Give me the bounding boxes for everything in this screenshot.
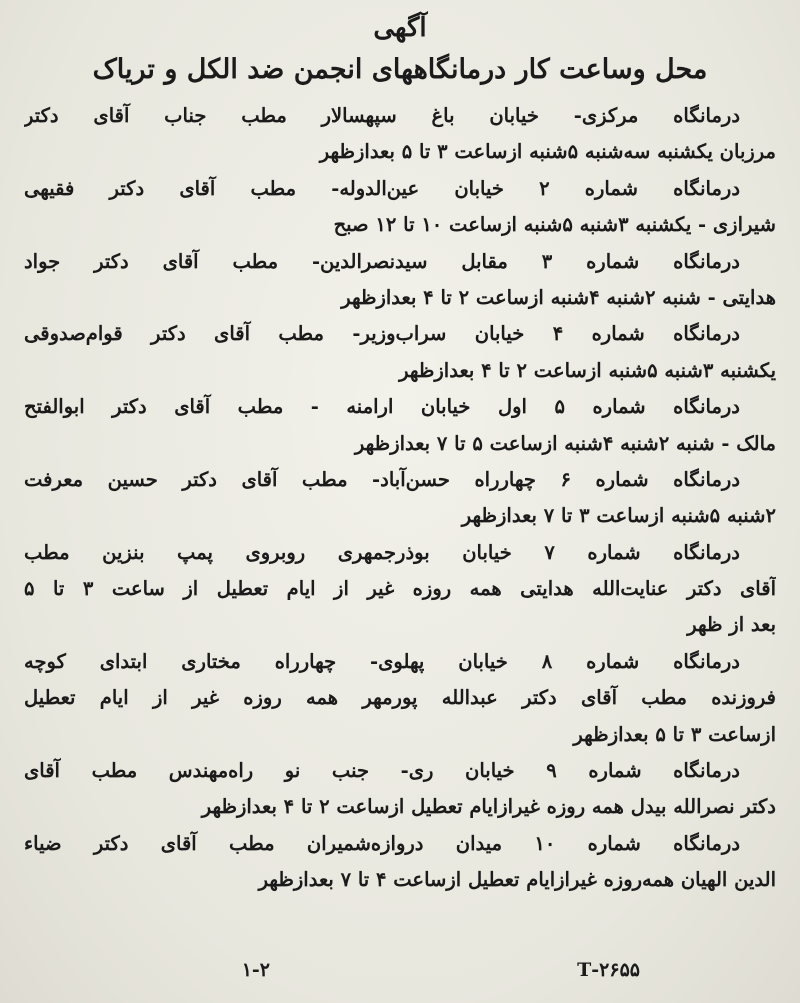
clinic-location-line: درمانگاه شماره ۶ چهارراه حسن‌آباد- مطب آقای دکتر حسین معرفت	[24, 467, 741, 491]
notice-footer	[0, 955, 800, 985]
clinic-detail-line: هدایتی - شنبه ۲شنبه ۴شنبه ازساعت ۲ تا ۴ بعدازظهر	[341, 285, 776, 309]
clinic-detail-line: شیرازی - یکشنبه ۳شنبه ۵شنبه ازساعت ۱۰ تا ۱۲ صبح	[333, 213, 776, 237]
clinic-detail-line: ازساعت ۳ تا ۵ بعدازظهر	[573, 722, 776, 746]
clinic-location-line: درمانگاه شماره ۵ اول خیابان ارامنه - مطب آقای دکتر ابوالفتح	[24, 395, 740, 419]
clinic-location-line: درمانگاه شماره ۴ خیابان سراب‌وزیر- مطب آقای دکتر قوام‌صدوقی	[24, 322, 740, 346]
clinic-detail-line: الدین الهیان همه‌روزه غیرازایام تعطیل ازساعت ۴ تا ۷ بعدازظهر	[258, 868, 776, 892]
clinic-detail-line: ۲شنبه ۵شنبه ازساعت ۳ تا ۷ بعدازظهر	[461, 504, 776, 528]
clinic-detail-line: مالک - شنبه ۲شنبه ۴شنبه ازساعت ۵ تا ۷ بعدازظهر	[354, 431, 776, 455]
clinic-location-line: درمانگاه شماره ۳ مقابل سیدنصرالدین- مطب آقای دکتر جواد	[24, 249, 740, 273]
clinic-entry	[24, 644, 776, 753]
clinic-detail-line: یکشنبه ۳شنبه ۵شنبه ازساعت ۲ تا ۴ بعدازظهر	[399, 358, 776, 382]
clinic-location-line: درمانگاه شماره ۷ خیابان بوذرجمهری روبروی پمپ بنزین مطب	[24, 540, 740, 564]
clinic-location-line: درمانگاه شماره ۱۰ میدان دروازه‌شمیران مطب آقای دکتر ضیاء	[24, 831, 740, 855]
clinic-detail-line: دکتر نصرالله بیدل همه روزه غیرازایام تعطیل ازساعت ۲ تا ۴ بعدازظهر	[201, 795, 776, 819]
issue-number: ۱-۲	[241, 959, 270, 981]
clinic-entry	[24, 462, 776, 535]
clinic-location-line: درمانگاه مرکزی- خیابان باغ سپهسالار مطب جناب آقای دکتر	[24, 104, 740, 127]
clinic-entry	[24, 535, 776, 644]
clinic-detail-line: مرزبان یکشنبه سه‌شنبه ۵شنبه ازساعت ۳ تا ۵ بعدازظهر	[319, 140, 776, 164]
notice-heading: آگهی	[373, 13, 427, 43]
ad-code: ۲۶۵۵-T	[577, 959, 640, 981]
clinic-location-line: درمانگاه شماره ۹ خیابان ری- جنب نو راه‌مهندس مطب آقای	[24, 759, 740, 783]
clinic-location-line: درمانگاه شماره ۲ خیابان عین‌الدوله- مطب آقای دکتر فقیهی	[24, 176, 741, 200]
clinic-entry	[24, 826, 776, 899]
clinic-location-line: درمانگاه شماره ۸ خیابان پهلوی- چهارراه مختاری ابتدای کوچه	[24, 649, 740, 673]
clinic-entry	[24, 389, 776, 462]
clinic-detail-line: آقای دکتر عنایت‌الله هدایتی همه روزه غیر از ایام تعطیل از ساعت ۳ تا ۵	[24, 577, 776, 601]
clinic-detail-line: بعد از ظهر	[687, 613, 776, 637]
clinic-entry	[24, 753, 776, 826]
clinic-entry	[24, 316, 776, 389]
clinic-list	[24, 98, 776, 899]
clinic-detail-line: فروزنده مطب آقای دکتر عبدالله پورمهر همه روزه غیر از ایام تعطیل	[24, 686, 776, 710]
clinic-entry	[24, 244, 776, 317]
notice-title: محل وساعت کار درمانگاههای انجمن ضد الکل و تریاک	[92, 54, 708, 85]
clinic-entry	[24, 98, 776, 171]
clinic-entry	[24, 171, 776, 244]
